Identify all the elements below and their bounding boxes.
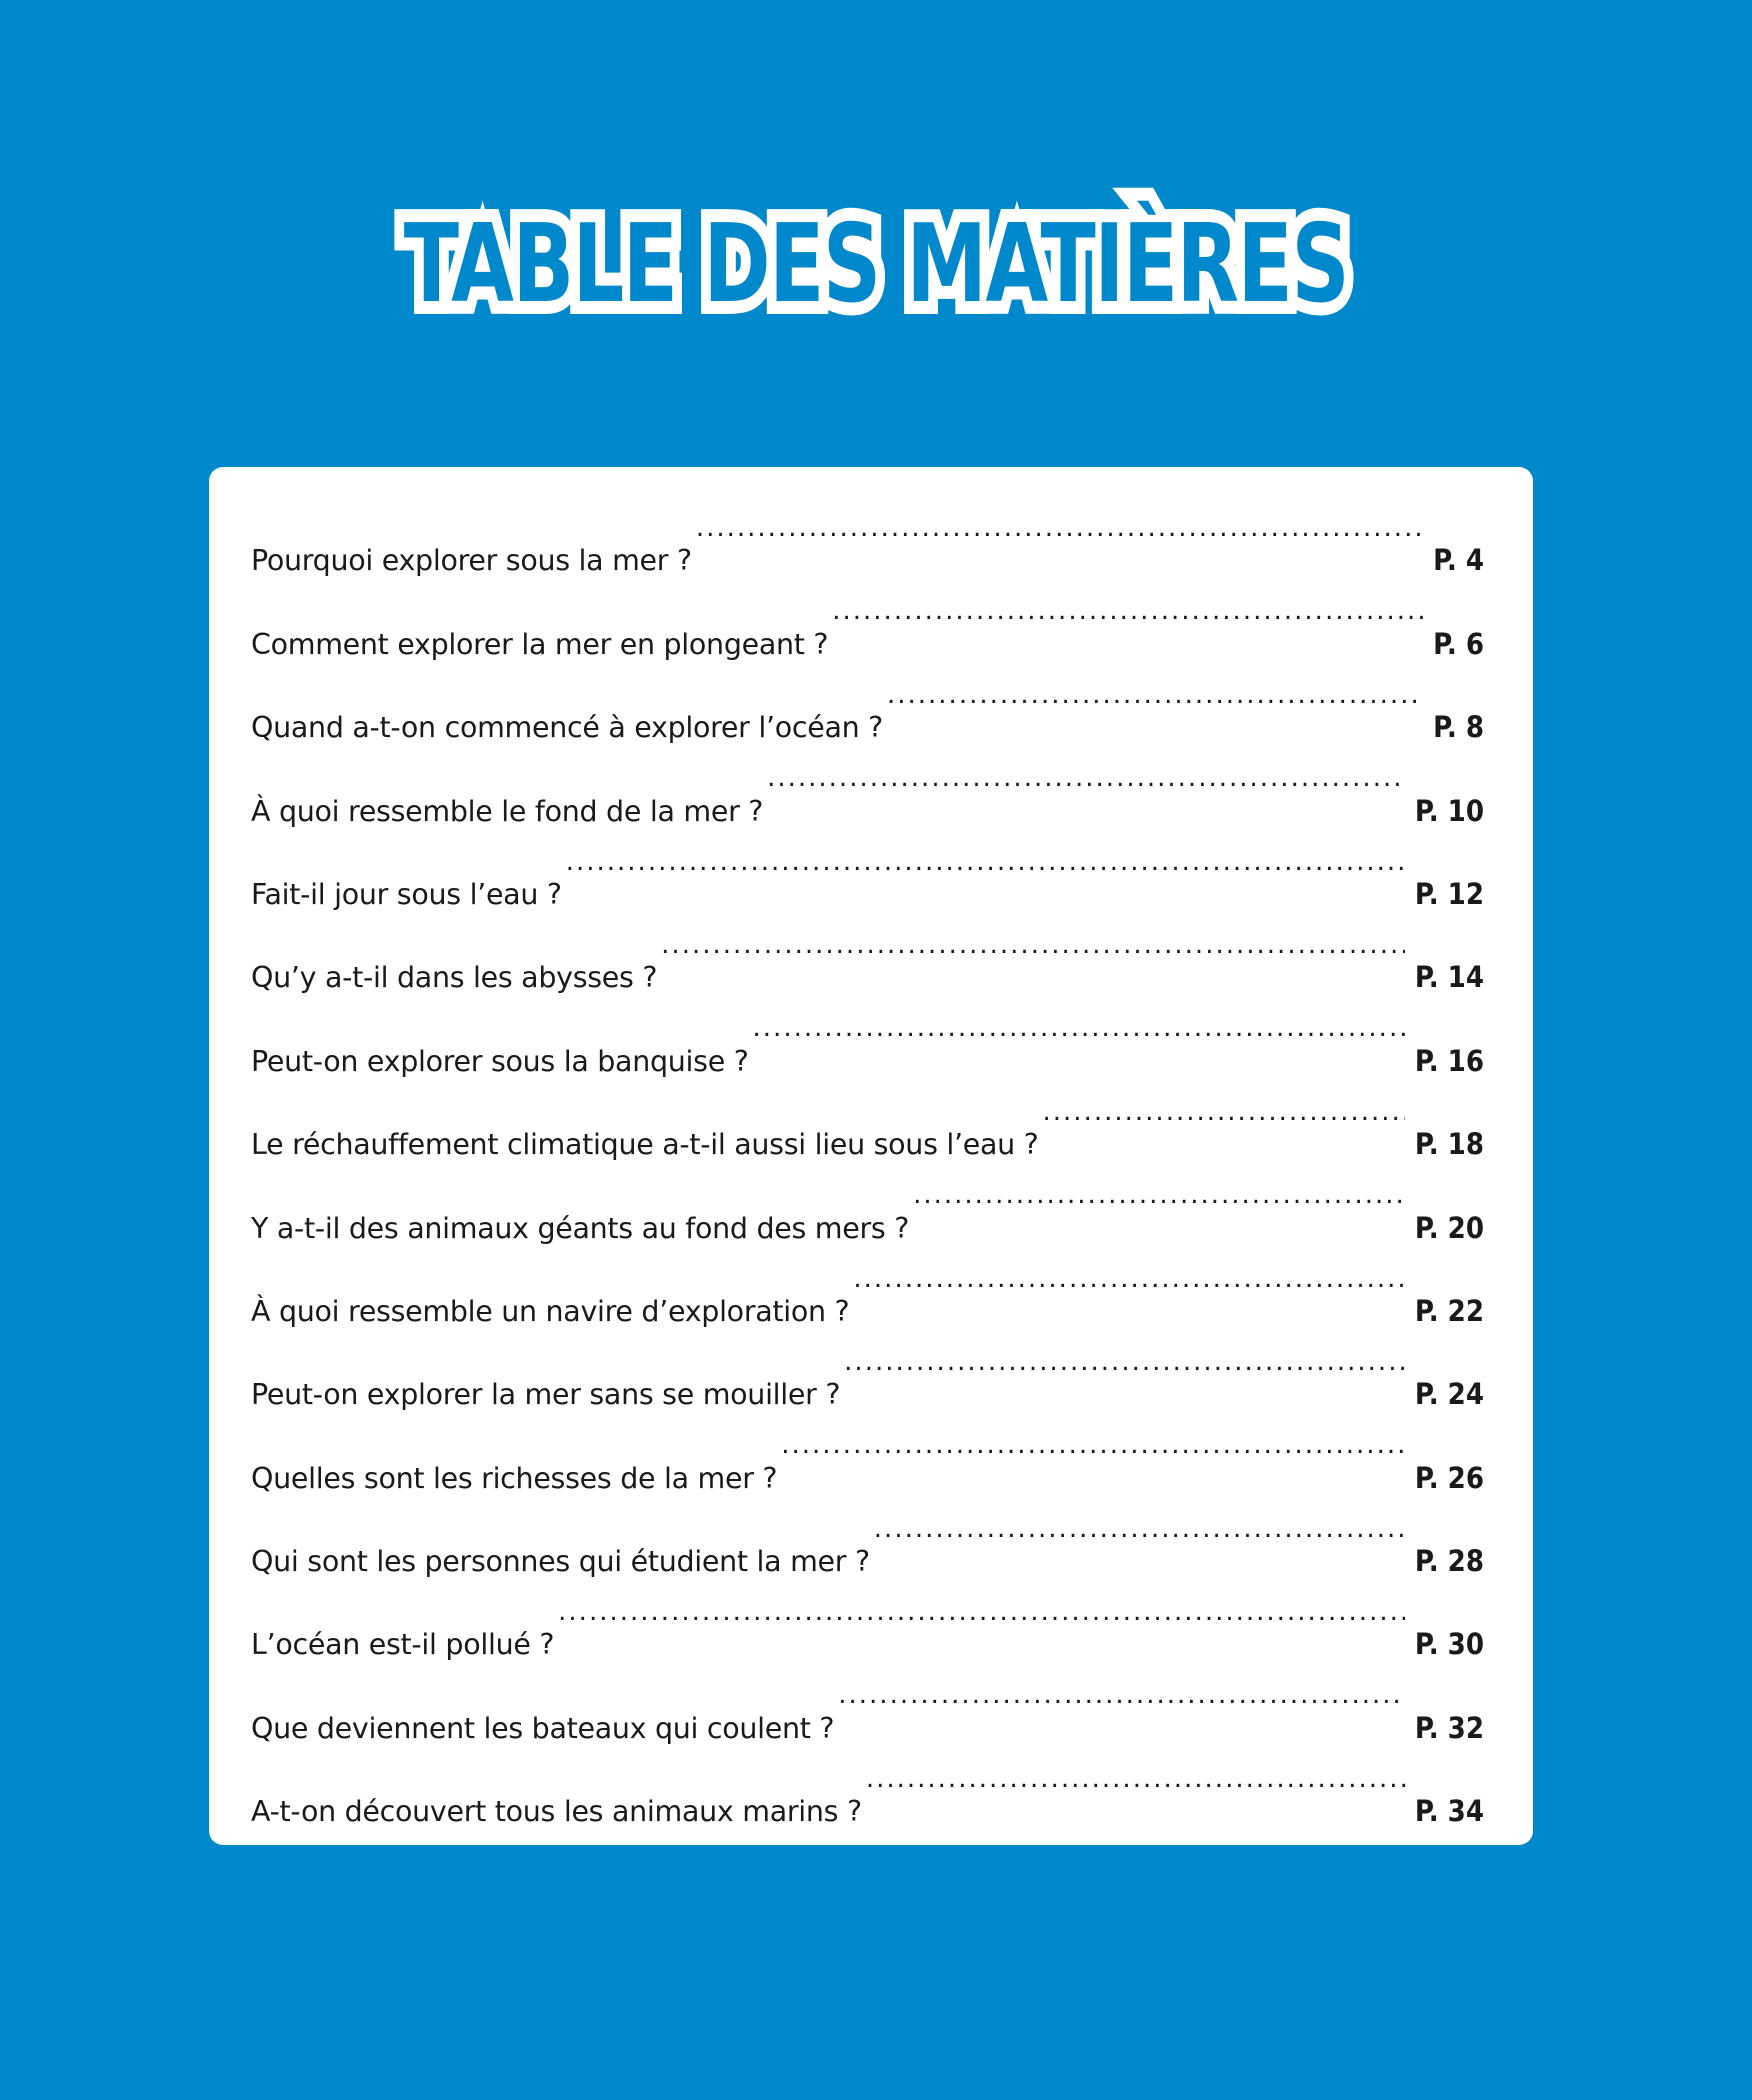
toc-entry-page: P. 14 (1414, 960, 1484, 995)
toc-entry-label: Quand a-t-on commencé à explorer l’océan ? (251, 711, 883, 745)
toc-entry-page: P. 26 (1414, 1460, 1484, 1495)
toc-entry-label: À quoi ressemble le fond de la mer ? (251, 794, 764, 828)
toc-entry-label: A-t-on découvert tous les animaux marins ? (251, 1795, 862, 1829)
toc-leader-dots (913, 1154, 1405, 1237)
toc-list (251, 487, 1484, 1829)
toc-leader-dots (767, 737, 1405, 820)
toc-entry-label: Quelles sont les richesses de la mer ? (251, 1461, 778, 1495)
toc-entry-page: P. 10 (1414, 793, 1484, 828)
toc-card (209, 467, 1533, 1845)
page-title: TABLE DES MATIÈRES (403, 202, 1349, 327)
toc-entry-label: Comment explorer la mer en plongeant ? (251, 627, 829, 661)
toc-leader-dots (832, 570, 1423, 653)
toc-leader-dots (838, 1654, 1405, 1737)
toc-entry-label: Qu’y a-t-il dans les abysses ? (251, 961, 658, 995)
toc-entry-label: Peut-on explorer sous la banquise ? (251, 1044, 749, 1078)
toc-entry-label: Le réchauffement climatique a-t-il aussi lieu sous l’eau ? (251, 1128, 1039, 1162)
toc-entry-page: P. 8 (1433, 710, 1484, 745)
toc-entry-label: À quoi ressemble un navire d’exploration ? (251, 1294, 850, 1328)
toc-entry-label: L’océan est-il pollué ? (251, 1628, 555, 1662)
toc-entry[interactable] (251, 487, 1484, 578)
toc-entry-page: P. 32 (1414, 1710, 1484, 1745)
toc-entry-label: Fait-il jour sous l’eau ? (251, 877, 562, 911)
toc-entry-label: Pourquoi explorer sous la mer ? (251, 544, 692, 578)
toc-leader-dots (1043, 1071, 1405, 1154)
toc-leader-dots (781, 1404, 1405, 1487)
toc-leader-dots (661, 904, 1405, 987)
toc-leader-dots (696, 487, 1423, 570)
toc-leader-dots (866, 1738, 1405, 1821)
toc-leader-dots (874, 1488, 1405, 1571)
toc-entry-page: P. 16 (1414, 1043, 1484, 1078)
toc-entry-page: P. 34 (1414, 1794, 1484, 1829)
toc-leader-dots (844, 1321, 1405, 1404)
toc-entry-page: P. 22 (1414, 1293, 1484, 1328)
toc-entry-page: P. 24 (1414, 1377, 1484, 1412)
toc-entry-label: Que deviennent les bateaux qui coulent ? (251, 1711, 835, 1745)
toc-entry-page: P. 6 (1433, 626, 1484, 661)
toc-entry-page: P. 4 (1433, 543, 1484, 578)
toc-entry-label: Y a-t-il des animaux géants au fond des mers ? (251, 1211, 910, 1245)
toc-entry-page: P. 30 (1414, 1627, 1484, 1662)
toc-leader-dots (853, 1238, 1405, 1321)
toc-entry-label: Peut-on explorer la mer sans se mouiller ? (251, 1378, 841, 1412)
toc-entry-label: Qui sont les personnes qui étudient la mer ? (251, 1545, 870, 1579)
toc-entry-page: P. 28 (1414, 1544, 1484, 1579)
toc-leader-dots (566, 821, 1405, 904)
toc-leader-dots (887, 654, 1423, 737)
toc-entry-page: P. 20 (1414, 1210, 1484, 1245)
toc-entry-page: P. 18 (1414, 1127, 1484, 1162)
toc-entry-page: P. 12 (1414, 876, 1484, 911)
toc-leader-dots (558, 1571, 1405, 1654)
toc-leader-dots (753, 987, 1405, 1070)
